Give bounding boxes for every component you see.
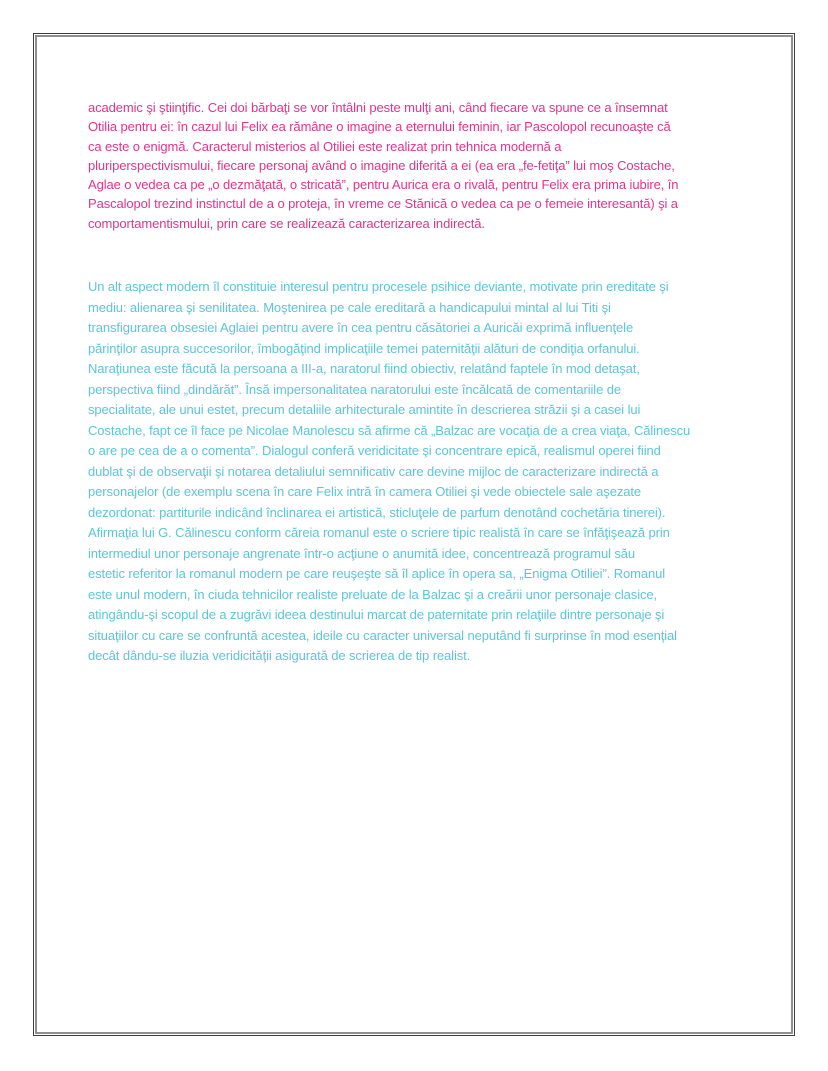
text-line: Costache, fapt ce îl face pe Nicolae Manolescu să afirme că „Balzac are vocaţia de a crea viaţa, Călinescu (88, 422, 691, 438)
text-line: decât dându-se iluzia veridicităţii asigurată de scrierea de tip realist. (88, 648, 471, 664)
text-line: Afirmaţia lui G. Călinescu conform căreia romanul este o scriere tipic realistă în care se înfăţişează prin (88, 525, 670, 541)
paragraph-cyan (88, 277, 788, 667)
text-line: estetic referitor la romanul modern pe care reuşeşte să îl aplice în opera sa, „Enigma Otiliei”. Romanul (88, 566, 666, 582)
text-line: este unul modern, în ciuda tehnicilor realiste preluate de la Balzac şi a creării unor personaje clasice, (88, 586, 658, 602)
text-line: intermediul unor personaje angrenate într-o acţiune o anumită idee, concentrează programul său (88, 545, 636, 561)
text-line: personajelor (de exemplu scena în care Felix intră în camera Otiliei şi vede obiectele sale aşezate (88, 484, 641, 500)
text-line: pluriperspectivismului, fiecare personaj având o imagine diferită a ei (ea era „fe-fetiţa” lui moş Costache, (88, 157, 675, 173)
text-line: părinţilor asupra succesorilor, îmbogăţind implicaţiile temei paternităţii alături de condiţia orfanului. (88, 340, 640, 356)
text-line: academic şi ştiinţific. Cei doi bărbaţi se vor întâlni peste mulţi ani, când fiecare va spune ce a însemnat (88, 100, 668, 115)
document-text-block (88, 98, 788, 667)
text-line: Otilia pentru ei: în cazul lui Felix ea rămâne o imagine a eternului feminin, iar Pascolopol recunoaşte că (88, 119, 671, 135)
text-line: Naraţiunea este făcută la persoana a III-a, naratorul fiind obiectiv, relatând faptele în mod detaşat, (88, 361, 640, 377)
text-line: perspectiva fiind „dindărăt”. Însă impersonalitatea naratorului este încălcată de comentariile de (88, 381, 621, 397)
text-line: o are pe cea de a o comenta”. Dialogul conferă veridicitate şi concentrare epică, realismul operei fiind (88, 443, 661, 459)
text-line: specialitate, ale unui estet, precum detaliile arhitecturale amintite în descrierea străzii şi a casei lui (88, 402, 641, 418)
paragraph-pink (88, 98, 788, 233)
text-line: situaţiilor cu care se confruntă acestea, ideile cu caracter universal neputând fi surprinse în mod esenţial (88, 627, 677, 643)
text-line: dublat şi de observaţii şi notarea detaliului semnificativ care devine mijloc de caracterizare indirectă a (88, 463, 659, 479)
text-line: Pascalopol trezind instinctul de a o proteja, în vreme ce Stănică o vedea ca pe o femeie interesantă) şi a (88, 196, 678, 212)
text-line: Un alt aspect modern îl constituie interesul pentru procesele psihice deviante, motivate prin ereditate şi (88, 279, 669, 295)
text-line: ca este o enigmă. Caracterul misterios al Otiliei este realizat prin tehnica modernă a (88, 138, 562, 154)
text-line: transfigurarea obsesiei Aglaiei pentru avere în cea pentru căsătoriei a Auricăi exprimă influenţele (88, 320, 634, 336)
text-line: atingându-şi scopul de a zugrăvi ideea destinului marcat de paternitate prin relaţiile dintre personaje şi (88, 607, 665, 623)
text-line: comportamentismului, prin care se realizează caracterizarea indirectă. (88, 215, 485, 231)
text-line: dezordonat: partiturile indicând înclinarea ei artistică, sticluţele de parfum denotând cochetăria tinerei). (88, 504, 666, 520)
text-line: Aglae o vedea ca pe „o dezmăţată, o stricată”, pentru Aurica era o rivală, pentru Felix era prima iubire, în (88, 177, 679, 193)
text-line: mediu: alienarea şi senilitatea. Moştenirea pe cale ereditară a handicapului mintal al lui Titi şi (88, 299, 611, 315)
